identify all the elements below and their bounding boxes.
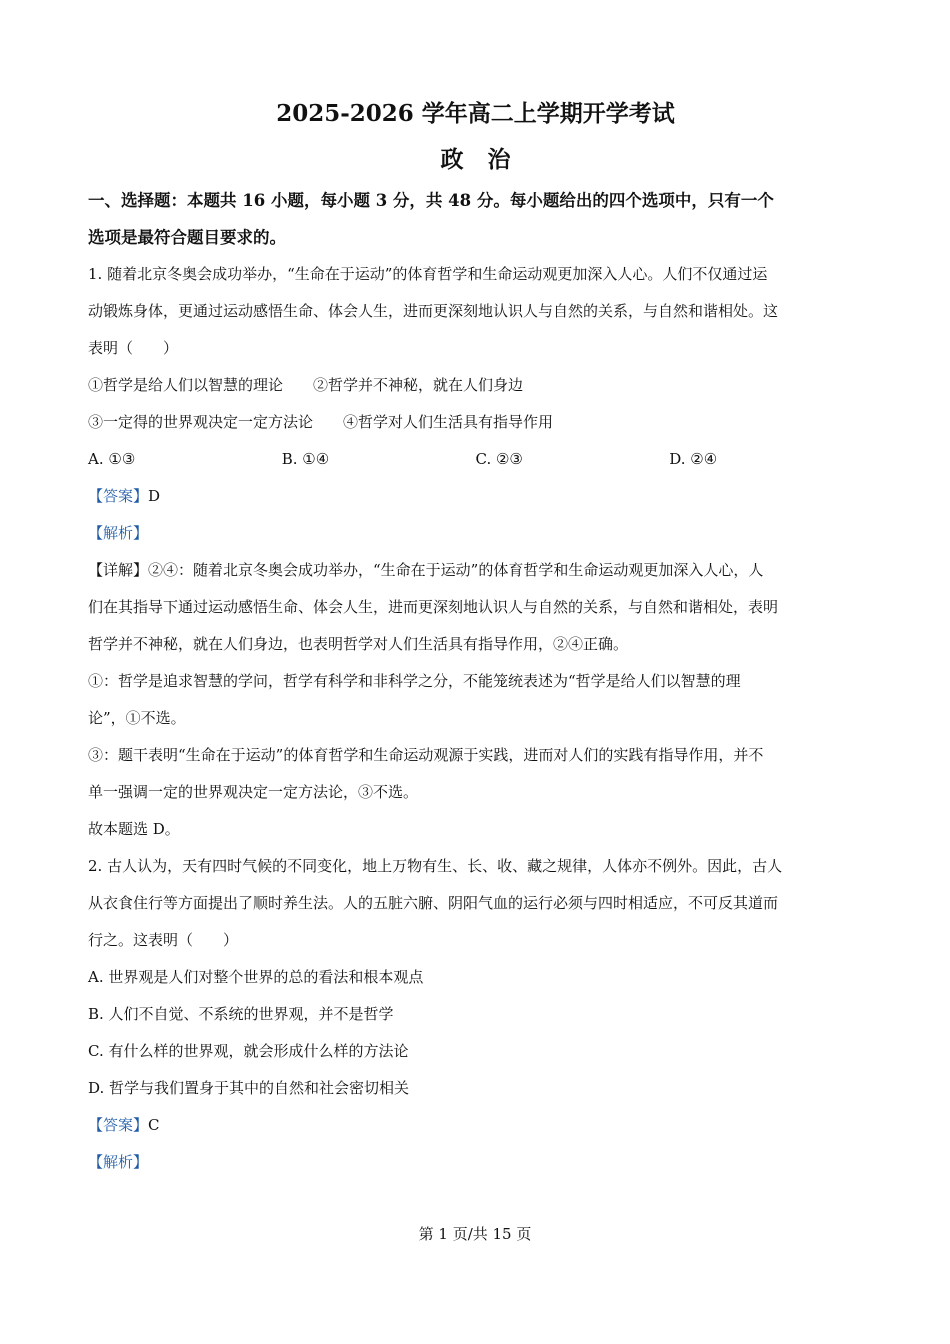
q1-option-b: B. ①④ [281,450,330,468]
q1-option-d: D. ②④ [669,450,718,468]
q1-statement-2: ②哲学并不神秘，就在人们身边 [313,376,524,394]
q1-statements-row [88,367,863,404]
q1-statement-4: ④哲学对人们生活具有指导作用 [343,413,554,431]
q1-detail-line: 哲学并不神秘，就在人们身边，也表明哲学对人们生活具有指导作用，②④正确。 [88,635,629,653]
q2-option-c: C. 有什么样的世界观，就会形成什么样的方法论 [88,1042,409,1060]
q1-detail-line: 单一强调一定的世界观决定一定方法论，③不选。 [88,783,419,801]
detail-tag: 【详解】 [88,561,149,579]
q2-option-d: D. 哲学与我们置身于其中的自然和社会密切相关 [88,1079,410,1097]
section-heading-line2: 选项是最符合题目要求的。 [88,228,286,247]
section-heading-line1: 一、选择题：本题共 16 小题，每小题 3 分，共 48 分。每小题给出的四个选项中，只有一个 [88,191,774,210]
q1-detail-line: ①：哲学是追求智慧的学问，哲学有科学和非科学之分，不能笼统表述为“哲学是给人们以智慧的理 [88,672,741,690]
q1-stem-line: 动锻炼身体，更通过运动感悟生命、体会人生，进而更深刻地认识人与自然的关系，与自然和谐相处。这 [88,302,779,320]
q1-detail-line: 们在其指导下通过运动感悟生命、体会人生，进而更深刻地认识人与自然的关系，与自然和谐相处，表明 [88,598,779,616]
q2-stem-line: 从衣食住行等方面提出了顺时养生法。人的五脏六腑、阴阳气血的运行必须与四时相适应，不可反其道而 [88,894,779,912]
q1-options [88,441,863,478]
q2-stem-line: 行之。这表明（ ） [88,931,239,949]
subject-title: 政治 [440,146,535,173]
q2-option-b: B. 人们不自觉、不系统的世界观，并不是哲学 [88,1005,394,1023]
q1-detail-line [88,552,863,589]
q1-option-c: C. ②③ [475,450,523,468]
q1-stem-line: 1. 随着北京冬奥会成功举办，“生命在于运动”的体育哲学和生命运动观更加深入人心。人们不仅通过运 [88,265,768,283]
analysis-tag: 【解析】 [88,524,149,542]
exam-title: 2025-2026 学年高二上学期开学考试 [276,100,675,127]
q1-stem-line: 表明（ ） [88,339,179,357]
document-page [88,96,863,1181]
q1-option-a: A. ①③ [88,450,136,468]
q1-statement-1: ①哲学是给人们以智慧的理论 [88,376,284,394]
q1-detail-text: ②④：随着北京冬奥会成功举办，“生命在于运动”的体育哲学和生命运动观更加深入人心，人 [148,561,764,579]
q2-option-a: A. 世界观是人们对整个世界的总的看法和根本观点 [88,968,424,986]
q1-analysis [88,515,863,552]
analysis-tag: 【解析】 [88,1153,149,1171]
page-footer: 第 1 页/共 15 页 [418,1225,532,1243]
answer-tag: 【答案】 [88,487,149,505]
q2-answer-value: C [148,1116,160,1134]
q1-statements-row [88,404,863,441]
q1-answer-value: D [148,487,161,505]
q2-stem-line: 2. 古人认为，天有四时气候的不同变化，地上万物有生、长、收、藏之规律，人体亦不例外。因此，古人 [88,857,783,875]
q2-answer [88,1107,863,1144]
q2-analysis [88,1144,863,1181]
answer-tag: 【答案】 [88,1116,149,1134]
q1-statement-3: ③一定得的世界观决定一定方法论 [88,413,314,431]
q1-conclusion: 故本题选 D。 [88,820,180,838]
q1-answer [88,478,863,515]
q1-detail-line: 论”，①不选。 [88,709,186,727]
q1-detail-line: ③：题干表明“生命在于运动”的体育哲学和生命运动观源于实践，进而对人们的实践有指导作用，并不 [88,746,764,764]
